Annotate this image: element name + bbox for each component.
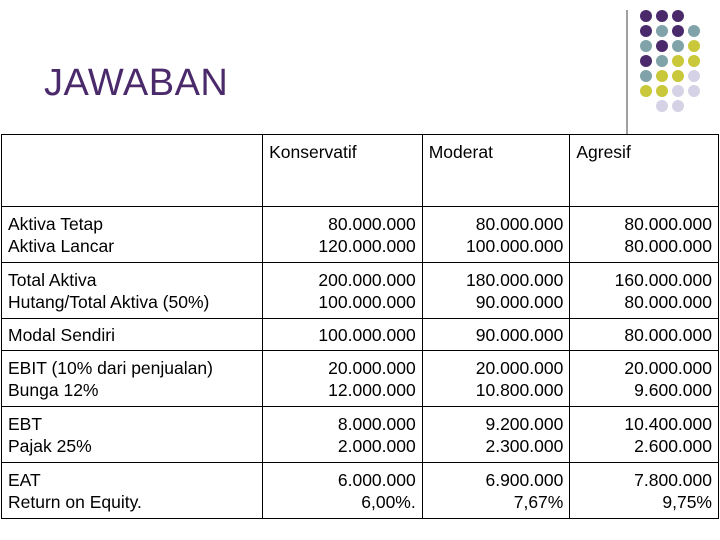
konservatif-value-cell	[263, 463, 423, 519]
moderat-value-cell	[422, 263, 570, 319]
decorative-dot	[640, 55, 652, 67]
decorative-dot	[656, 85, 668, 97]
decorative-dot	[656, 10, 668, 22]
konservatif-value-cell-line: 2.000.000	[337, 435, 416, 456]
decorative-dot	[640, 25, 652, 37]
moderat-value-cell-line: 100.000.000	[466, 235, 564, 256]
agresif-value-cell-line: 80.000.000	[624, 291, 712, 312]
agresif-value-cell-line: 80.000.000	[624, 235, 712, 256]
comparison-table	[1, 134, 719, 519]
decorative-dot	[656, 100, 668, 112]
decorative-dot	[672, 85, 684, 97]
moderat-value-cell-line: 2.300.000	[485, 435, 564, 456]
decorative-dot	[688, 85, 700, 97]
row-label-cell	[2, 319, 263, 351]
decorative-dot	[688, 25, 700, 37]
konservatif-value-cell-line: 120.000.000	[318, 235, 416, 256]
agresif-value-cell-line: 7.800.000	[634, 469, 712, 490]
agresif-value-cell-line: 80.000.000	[624, 213, 712, 234]
row-label-cell-line: Aktiva Lancar	[8, 235, 115, 256]
konservatif-value-cell	[263, 263, 423, 319]
row-label-cell	[2, 463, 263, 519]
moderat-value-cell-line: 9.200.000	[485, 413, 564, 434]
moderat-value-cell	[422, 407, 570, 463]
konservatif-value-cell-line: 8.000.000	[337, 413, 416, 434]
moderat-value-cell-line: 180.000.000	[466, 269, 564, 290]
agresif-value-cell-line: 80.000.000	[624, 324, 712, 345]
decorative-dot	[688, 55, 700, 67]
header-cell-empty	[2, 135, 263, 207]
konservatif-value-cell-line: 6.000.000	[337, 469, 416, 490]
moderat-value-cell-line: 90.000.000	[475, 324, 564, 345]
agresif-value-cell	[570, 207, 719, 263]
table-row	[2, 351, 719, 407]
decorative-dot	[640, 10, 652, 22]
agresif-value-cell-line: 10.400.000	[624, 413, 712, 434]
agresif-value-cell-line: 9.600.000	[634, 379, 712, 400]
row-label-cell-line: EBT	[8, 413, 43, 434]
row-label-cell-line: Hutang/Total Aktiva (50%)	[8, 291, 210, 312]
moderat-value-cell-line: 90.000.000	[475, 291, 564, 312]
moderat-value-cell-line: 20.000.000	[475, 357, 564, 378]
agresif-value-cell-line: 160.000.000	[614, 269, 712, 290]
moderat-value-cell-line: 6.900.000	[485, 469, 564, 490]
table-row	[2, 207, 719, 263]
decorative-dot	[672, 25, 684, 37]
decorative-dot	[640, 85, 652, 97]
moderat-value-cell	[422, 207, 570, 263]
table-row	[2, 407, 719, 463]
row-label-cell-line: Aktiva Tetap	[8, 213, 104, 234]
row-label-cell-line: Modal Sendiri	[8, 324, 115, 345]
decorative-dot	[656, 70, 668, 82]
decorative-dot	[640, 40, 652, 52]
agresif-value-cell	[570, 463, 719, 519]
header-agresif: Agresif	[570, 135, 719, 207]
decorative-dot	[688, 40, 700, 52]
row-label-cell-line: Total Aktiva	[8, 269, 97, 290]
header-konservatif: Konservatif	[263, 135, 423, 207]
konservatif-value-cell-line: 100.000.000	[318, 291, 416, 312]
decorative-dot	[672, 100, 684, 112]
konservatif-value-cell-line: 100.000.000	[318, 324, 416, 345]
konservatif-value-cell	[263, 319, 423, 351]
decorative-dot	[672, 10, 684, 22]
agresif-value-cell-line: 20.000.000	[624, 357, 712, 378]
agresif-value-cell-line: 9,75%	[662, 491, 712, 512]
row-label-cell-line: Pajak 25%	[8, 435, 92, 456]
decorative-dot	[672, 55, 684, 67]
konservatif-value-cell	[263, 407, 423, 463]
agresif-value-cell-line: 2.600.000	[634, 435, 712, 456]
table-body	[2, 207, 719, 519]
decorative-dot	[656, 25, 668, 37]
table-row	[2, 463, 719, 519]
table-header-row	[2, 135, 719, 207]
konservatif-value-cell-line: 80.000.000	[328, 213, 416, 234]
moderat-value-cell	[422, 351, 570, 407]
moderat-value-cell	[422, 463, 570, 519]
row-label-cell-line: Bunga 12%	[8, 379, 99, 400]
table-row	[2, 263, 719, 319]
row-label-cell-line: EAT	[8, 469, 41, 490]
decorative-dot	[656, 55, 668, 67]
decorative-dot-grid	[640, 10, 720, 120]
konservatif-value-cell-line: 20.000.000	[328, 357, 416, 378]
table-row	[2, 319, 719, 351]
decorative-dot	[640, 70, 652, 82]
header-moderat: Moderat	[422, 135, 570, 207]
agresif-value-cell	[570, 351, 719, 407]
row-label-cell	[2, 407, 263, 463]
row-label-cell-line: EBIT (10% dari penjualan)	[8, 357, 213, 378]
agresif-value-cell	[570, 263, 719, 319]
slide-title: JAWABAN	[44, 62, 229, 104]
decorative-dot	[672, 40, 684, 52]
moderat-value-cell-line: 7,67%	[513, 491, 564, 512]
decorative-dot	[656, 40, 668, 52]
moderat-value-cell-line: 10.800.000	[475, 379, 564, 400]
konservatif-value-cell	[263, 207, 423, 263]
row-label-cell	[2, 263, 263, 319]
agresif-value-cell	[570, 319, 719, 351]
row-label-cell-line: Return on Equity.	[8, 491, 142, 512]
agresif-value-cell	[570, 407, 719, 463]
row-label-cell	[2, 351, 263, 407]
decorative-dot	[688, 70, 700, 82]
row-label-cell	[2, 207, 263, 263]
konservatif-value-cell-line: 200.000.000	[318, 269, 416, 290]
konservatif-value-cell-line: 6,00%.	[361, 491, 416, 512]
moderat-value-cell-line: 80.000.000	[475, 213, 564, 234]
title-divider	[626, 10, 628, 134]
moderat-value-cell	[422, 319, 570, 351]
konservatif-value-cell-line: 12.000.000	[328, 379, 416, 400]
decorative-dot	[672, 70, 684, 82]
konservatif-value-cell	[263, 351, 423, 407]
